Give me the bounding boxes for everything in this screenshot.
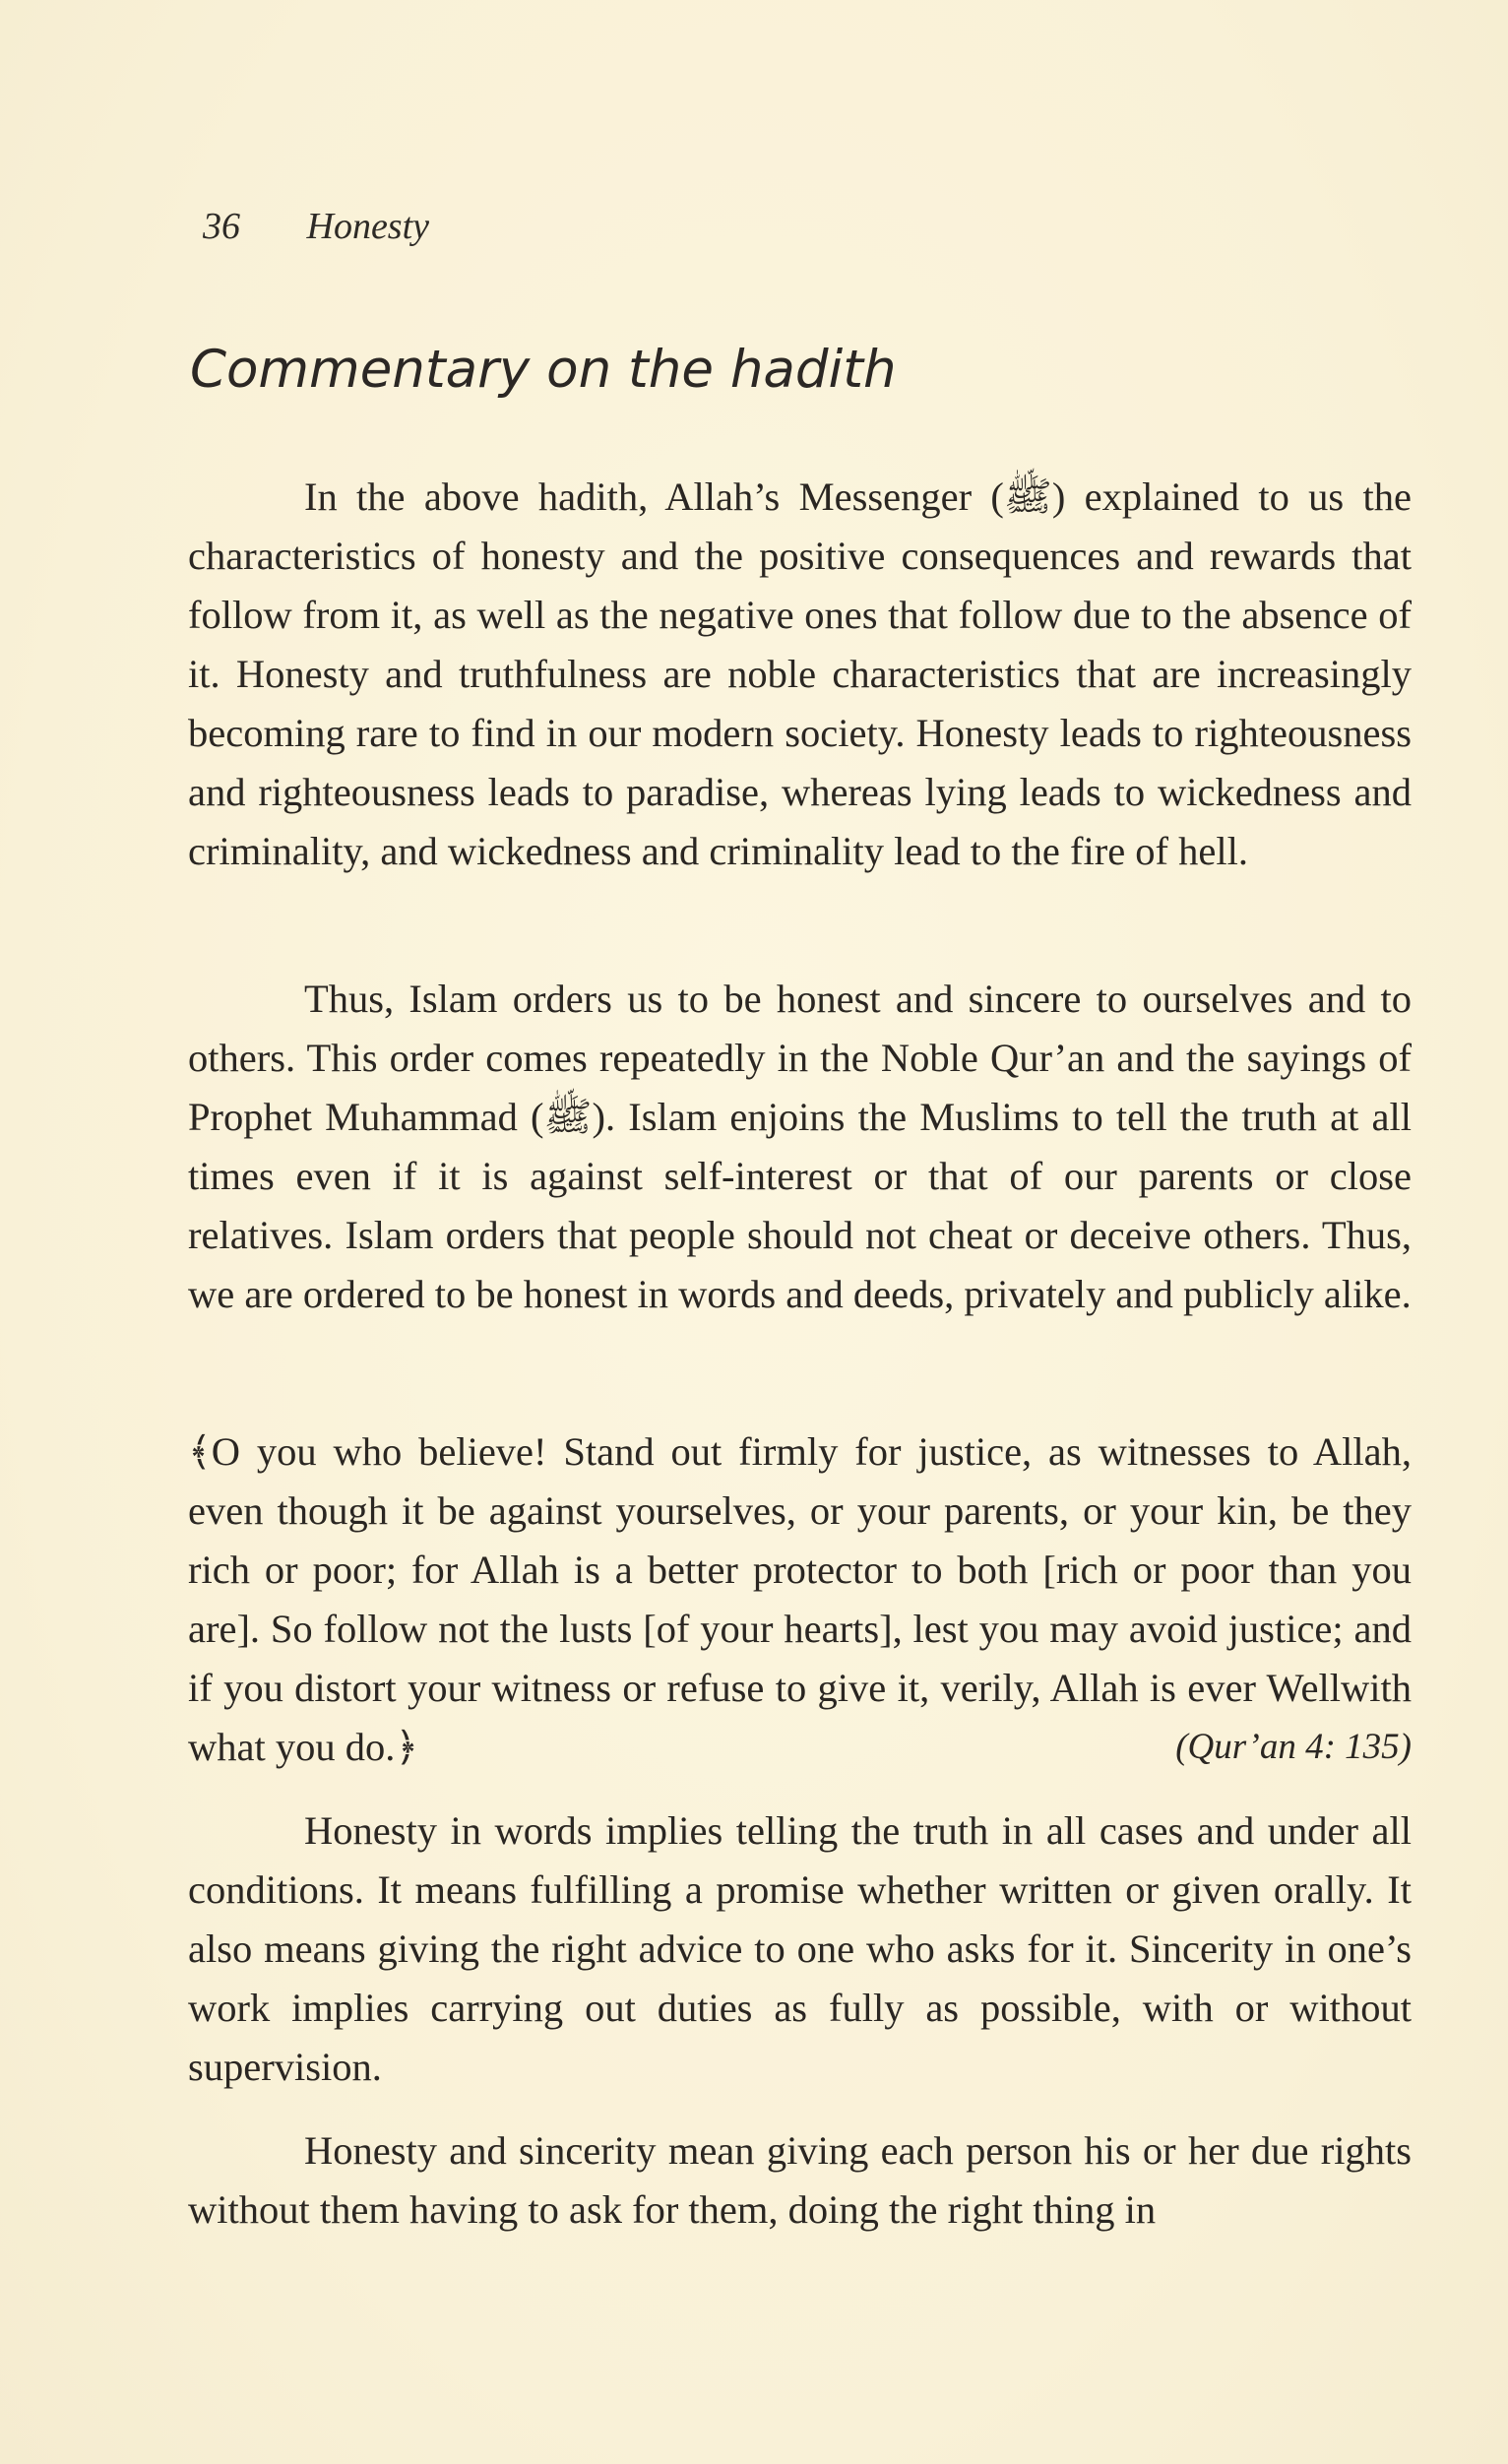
section-heading: Commentary on the hadith (190, 340, 897, 400)
quran-citation: (Qur’an 4: 135) (1175, 1727, 1412, 1767)
paragraph-4: Honesty in words implies telling the truth in all cases and under all conditions. It means fulfilling a promise whether written or given orally. It also means giving the right advice to one who asks for it. Sincerity in one’s work implies carrying out duties as fully as possible, with or without supervision. (188, 1808, 1412, 2089)
running-title: Honesty (306, 206, 430, 247)
paragraph-2: Thus, Islam orders us to be honest and sincere to ourselves and to others. This order comes repeatedly in the Noble Qur’an and the sayings of Prophet Muhammad (ﷺ). Islam enjoins the Muslims to tell the truth at all times even if it is against self-interest or that of our parents or close relatives. Islam orders that people should not cheat or deceive others. Thus, we are ordered to be honest in words and deeds, privately and publicly alike. (188, 977, 1412, 1316)
running-header (203, 205, 429, 248)
paragraph-1: In the above hadith, Allah’s Messenger (ﷺ) explained to us the characteristics of honesty and the positive consequences and rewards that follow from it, as well as the negative ones that follow due to the absence of it. Honesty and truthfulness are noble characteristics that are increasingly becoming rare to find in our modern society. Honesty leads to righteousness and righteousness leads to paradise, whereas lying leads to wickedness and criminality, and wickedness and criminality lead to the fire of hell. (188, 474, 1412, 873)
quran-quote: ﴾O you who believe! Stand out firmly for justice, as witnesses to Allah, even though it be against yourselves, or your parents, or your kin, be they rich or poor; for Allah is a better protector to both [rich or poor than you are]. So follow not the lusts [of your hearts], lest you may avoid justice; and if you distort your witness or refuse to give it, verily, Allah is ever Wellwith what you do.﴿ (188, 1429, 1412, 1769)
page-number: 36 (203, 206, 240, 247)
quran-quote-block (188, 1422, 1412, 1777)
paragraph-5: Honesty and sincerity mean giving each person his or her due rights without them having to ask for them, doing the right thing in (188, 2128, 1412, 2232)
